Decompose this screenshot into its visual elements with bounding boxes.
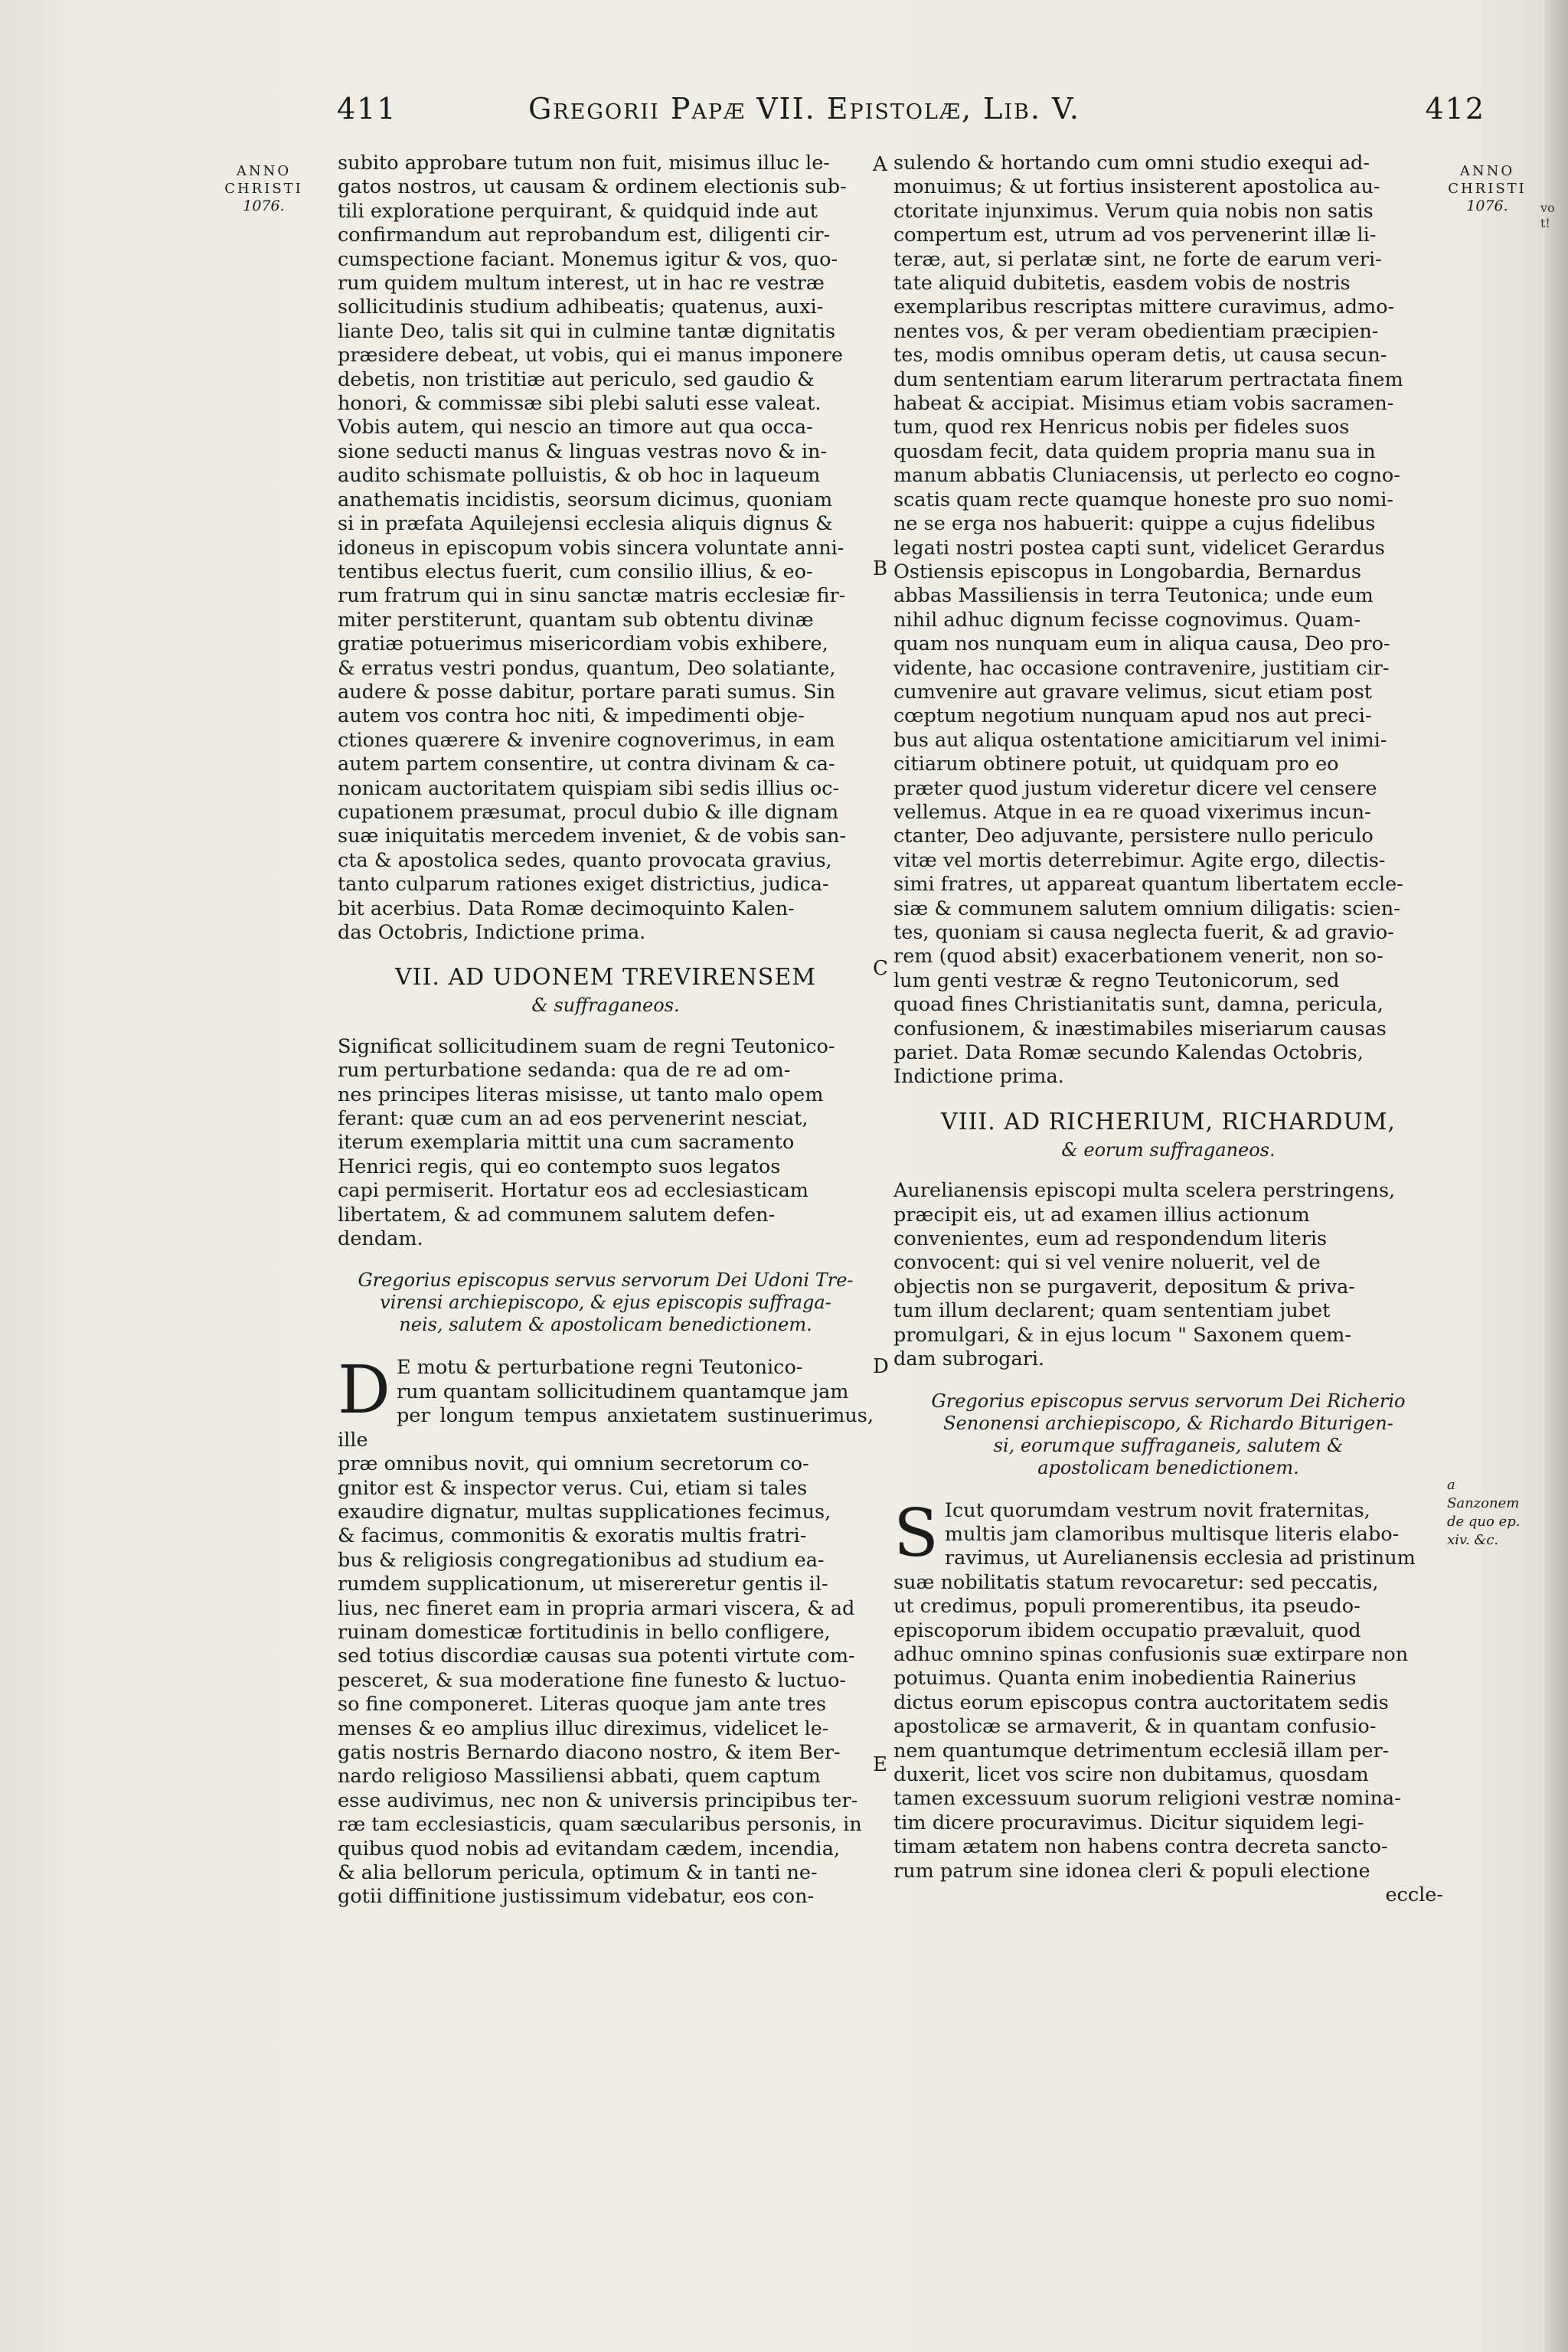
running-title: Gregorii Papæ VII. Epistolæ, Lib. V. — [528, 92, 1080, 126]
text-line: exemplaribus rescriptas mittere curavimus, admo- — [893, 296, 1395, 319]
book-spine — [1545, 0, 1568, 2352]
letter-heading-vii: VII. AD UDONEM TREVIRENSEM — [395, 964, 816, 991]
text-line: Indictione prima. — [893, 1065, 1064, 1089]
text-line: Vobis autem, qui nescio an timore aut qua occa- — [338, 416, 813, 439]
summary-line: promulgari, & in ejus locum " Saxonem quem- — [893, 1323, 1351, 1347]
text-line: dum sententiam earum literarum pertractata finem — [893, 368, 1403, 391]
anno-christi-left — [216, 162, 312, 215]
text-line: monuimus; & ut fortius insisterent apostolica au- — [893, 175, 1380, 199]
text-line: vellemus. Atque in ea re quoad vixerimus incun- — [893, 800, 1371, 824]
edge-fragment: vo t! — [1540, 201, 1555, 230]
text-line: abbas Massiliensis in terra Teutonica; unde eum — [893, 584, 1374, 608]
text-line: gatos nostros, ut causam & ordinem electionis sub- — [338, 175, 847, 199]
text-line: bus & religiosis congregationibus ad studium ea- — [338, 1548, 825, 1572]
text-line: ctoritate injunximus. Verum quia nobis non satis — [893, 199, 1374, 223]
right-intro — [893, 152, 1443, 1089]
summary-line: ferant: quæ cum an ad eos pervenerint nesciat, — [338, 1107, 808, 1131]
text-line: compertum est, utrum ad vos pervenerint illæ li- — [893, 224, 1377, 247]
text-line: siæ & communem salutem omnium diligatis: scien- — [893, 897, 1400, 920]
text-line: so fine componeret. Literas quoque jam ante tres — [338, 1693, 827, 1717]
letter-summary-vii — [338, 1035, 874, 1252]
salutation-line: virensi archiepiscopo, & ejus episcopis suffraga- — [380, 1292, 831, 1314]
anno-year: 1076. — [243, 198, 285, 214]
text-line: anathematis incidistis, seorsum dicimus, quoniam — [338, 488, 833, 511]
text-line: audito schismate polluistis, & ob hoc in laqueum — [338, 464, 821, 488]
text-line: rum quidem multum interest, ut in hac re vestræ — [338, 272, 825, 296]
text-line: sed totius discordiæ causas sua potenti virtute com- — [338, 1645, 855, 1668]
text-line: gatis nostris Bernardo diacono nostro, & item Ber- — [338, 1740, 841, 1764]
text-line: cta & apostolica sedes, quanto provocata gravius, — [338, 848, 832, 872]
left-column — [338, 152, 874, 1909]
text-line: bit acerbius. Data Romæ decimoquinto Kalen- — [338, 897, 795, 920]
text-line: lius, nec fineret eam in propria armari viscera, & ad — [338, 1596, 855, 1620]
text-line: audere & posse dabitur, portare parati sumus. Sin — [338, 680, 836, 704]
salutation-line: neis, salutem & apostolicam benedictionem. — [399, 1314, 812, 1336]
text-line: tes, quoniam si causa neglecta fuerit, & ad gravio- — [893, 921, 1394, 944]
text-line: rumdem supplicationum, ut misereretur gentis il- — [338, 1573, 828, 1596]
text-line: præter quod justum videretur dicere vel censere — [893, 776, 1377, 800]
letter-body-vii — [338, 1352, 874, 1909]
text-line: pariet. Data Romæ secundo Kalendas Octobris, — [893, 1041, 1364, 1065]
text-line: sollicitudinis studium adhibeatis; quatenus, auxi- — [338, 296, 824, 319]
text-line: quoad fines Christianitatis sunt, damna, pericula, — [893, 993, 1383, 1017]
text-line: nihil adhuc dignum fecisse cognovimus. Quam- — [893, 608, 1361, 632]
text-line: gnitor est & inspector verus. Cui, etiam si tales — [338, 1476, 808, 1500]
summary-line: capi permiserit. Hortatur eos ad ecclesiasticam — [338, 1179, 808, 1203]
text-line: ne se erga nos habuerit: quippe a cujus fidelibus — [893, 512, 1376, 536]
text-line: tentibus electus fuerit, cum consilio illius, & eo- — [338, 560, 813, 583]
summary-line: libertatem, & ad communem salutem defen- — [338, 1203, 776, 1227]
left-intro — [338, 152, 874, 945]
text-line: tanto culparum rationes exiget districtius, judica- — [338, 873, 829, 897]
text-line: apostolicæ se armaverit, & in quantam confusio- — [893, 1715, 1377, 1739]
text-line: duxerit, licet vos scire non dubitamus, quosdam — [893, 1762, 1369, 1786]
text-line: Icut quorumdam vestrum novit fraternitas, — [944, 1498, 1370, 1522]
text-line: vidente, hac occasione contravenire, justitiam cir- — [893, 656, 1390, 680]
text-line: citiarum obtinere potuit, ut quidquam pro eo — [893, 753, 1339, 776]
text-line: & alia bellorum pericula, optimum & in tanti ne- — [338, 1861, 818, 1884]
salutation-viii — [893, 1390, 1443, 1479]
text-line: menses & eo amplius illuc direximus, videlicet le- — [338, 1717, 829, 1740]
text-line: idoneus in episcopum vobis sincera voluntate anni- — [338, 536, 844, 560]
text-line: rum patrum sine idonea cleri & populi electione — [893, 1859, 1370, 1883]
salutation-line: Senonensi archiepiscopo, & Richardo Biturigen- — [943, 1412, 1393, 1434]
text-line: confusionem, & inæstimabiles miseriarum causas — [893, 1017, 1387, 1040]
text-line: nardo religioso Massiliensi abbati, quem captum — [338, 1765, 821, 1788]
summary-line: convocent: qui si vel venire noluerit, vel de — [893, 1251, 1321, 1275]
text-line: gratiæ potuerimus misericordiam vobis exhibere, — [338, 632, 828, 656]
text-line: rum quantam sollicitudinem quantamque jam — [396, 1380, 849, 1403]
text-line: & erratus vestri pondus, quantum, Deo solatiante, — [338, 656, 836, 680]
text-line: multis jam clamoribus multisque literis elabo- — [944, 1522, 1400, 1546]
text-line: suæ iniquitatis mercedem inveniet, & de vobis san- — [338, 825, 847, 848]
summary-line: objectis non se purgaverit, depositum & priva- — [893, 1275, 1355, 1298]
text-line: sulendo & hortando cum omni studio exequi ad- — [893, 152, 1370, 175]
text-line: tum, quod rex Henricus nobis per fideles suos — [893, 416, 1350, 439]
text-line: timam ætatem non habens contra decreta sancto- — [893, 1835, 1388, 1859]
text-line: simi fratres, ut appareat quantum libertatem eccle- — [893, 873, 1403, 897]
text-line: ctanter, Deo adjuvante, persistere nullo periculo — [893, 825, 1374, 848]
text-line: legati nostri postea capti sunt, videlicet Gerardus — [893, 536, 1385, 560]
section-marker-c: C — [873, 957, 888, 980]
page-number-right: 412 — [1425, 92, 1485, 126]
text-line: autem partem consentire, ut contra divinam & ca- — [338, 753, 835, 776]
text-line: autem vos contra hoc niti, & impedimenti obje- — [338, 704, 805, 728]
catchword: eccle- — [1385, 1883, 1443, 1906]
summary-line: dam subrogari. — [893, 1348, 1045, 1371]
anno-label: ANNO — [236, 163, 292, 179]
text-line: cumspectione faciant. Monemus igitur & vos, quo- — [338, 247, 838, 271]
text-line: episcoporum ibidem occupatio prævaluit, quod — [893, 1619, 1361, 1642]
text-line: manum abbatis Cluniacensis, ut perlecto eo cogno- — [893, 464, 1400, 488]
right-column — [893, 152, 1443, 1907]
text-line: ræ tam ecclesiasticis, quam sæcularibus personis, in — [338, 1813, 862, 1837]
margin-note-line: xiv. &c. — [1447, 1532, 1499, 1548]
text-line: si in præfata Aquilejensi ecclesia aliquis dignus & — [338, 512, 833, 536]
text-line: quam nos nunquam eum in aliqua causa, Deo pro- — [893, 632, 1390, 656]
christi-label: CHRISTI — [224, 181, 303, 197]
text-line: exaudire dignatur, multas supplicationes fecimus, — [338, 1500, 831, 1524]
section-marker-d: D — [873, 1355, 889, 1378]
letter-body-viii — [893, 1494, 1443, 1884]
text-line: rum fratrum qui in sinu sanctæ matris ecclesiæ fir- — [338, 584, 846, 608]
text-line: ruinam domesticæ fortitudinis in bello confligere, — [338, 1620, 831, 1644]
text-line: cumvenire aut gravare velimus, sicut etiam post — [893, 680, 1373, 704]
text-line: miter perstiterunt, quantam sub obtentu divinæ — [338, 608, 814, 632]
text-line: tes, modis omnibus operam detis, ut causa secun- — [893, 344, 1387, 368]
margin-note-line: de quo ep. — [1447, 1514, 1521, 1530]
text-line: Ostiensis episcopus in Longobardia, Bernardus — [893, 560, 1361, 583]
summary-line: rum perturbatione sedanda: qua de re ad om- — [338, 1059, 791, 1083]
running-header — [337, 92, 1485, 145]
section-marker-b: B — [873, 557, 888, 580]
letter-subheading-vii: & suffraganeos. — [531, 995, 680, 1017]
salutation-line: si, eorumque suffraganeis, salutem & — [993, 1434, 1344, 1456]
text-line: bus aut aliqua ostentatione amicitiarum vel inimi- — [893, 728, 1387, 752]
text-line: vitæ vel mortis deterrebimur. Agite ergo, dilectis- — [893, 848, 1386, 872]
summary-line: præcipit eis, ut ad examen illius actionum — [893, 1203, 1310, 1227]
text-line: quibus quod nobis ad evitandam cædem, incendia, — [338, 1837, 841, 1860]
text-line: nem quantumque detrimentum ecclesiã illam per- — [893, 1739, 1390, 1762]
letter-heading-viii: VIII. AD RICHERIUM, RICHARDUM, — [941, 1108, 1396, 1135]
anno-christi-right — [1439, 162, 1535, 215]
summary-line: Significat sollicitudinem suam de regni Teutonico- — [338, 1034, 835, 1058]
salutation-line: apostolicam benedictionem. — [1037, 1456, 1299, 1478]
text-line: tili exploratione perquirant, & quidquid inde aut — [338, 199, 818, 223]
text-line: nonicam auctoritatem quispiam sibi sedis illius oc- — [338, 776, 840, 800]
text-line: rem (quod absit) exacerbationem venerit, non so- — [893, 945, 1383, 969]
text-line: tim dicere procuravimus. Dicitur siquidem legi- — [893, 1811, 1364, 1834]
text-line: subito approbare tutum non fuit, misimus illuc le- — [338, 152, 830, 175]
text-line: cupationem præsumat, procul dubio & ille dignam — [338, 800, 839, 824]
anno-label: ANNO — [1459, 163, 1515, 179]
text-line: tamen excessuum suorum religioni vestræ nomina- — [893, 1787, 1401, 1811]
text-line: liante Deo, talis sit qui in culmine tantæ dignitatis — [338, 319, 836, 343]
section-marker-a: A — [873, 153, 887, 176]
text-line: ravimus, ut Aurelianensis ecclesia ad pristinum — [944, 1547, 1416, 1570]
text-line: cœptum negotium nunquam apud nos aut preci- — [893, 704, 1372, 728]
text-line: quosdam fecit, data quidem propria manu sua in — [893, 439, 1376, 463]
dropcap-d: D — [338, 1352, 390, 1429]
text-line: per longum tempus anxietatem sustinuerimus, ille — [338, 1404, 874, 1452]
page-number-left: 411 — [337, 92, 397, 126]
salutation-line: Gregorius episcopus servus servorum Dei Richerio — [931, 1390, 1406, 1412]
text-line: adhuc omnino spinas confusionis suæ extirpare non — [893, 1642, 1409, 1666]
dropcap-s: S — [893, 1494, 939, 1572]
salutation-vii — [338, 1269, 874, 1336]
text-line: honori, & commissæ sibi plebi saluti esse valeat. — [338, 392, 822, 416]
summary-line: Henrici regis, qui eo contempto suos legatos — [338, 1155, 781, 1178]
text-line: lum genti vestræ & regno Teutonicorum, sed — [893, 969, 1340, 992]
text-line: gotii diffinitione justissimum videbatur, eos con- — [338, 1885, 815, 1909]
letter-subheading-viii: & eorum suffraganeos. — [1061, 1138, 1276, 1161]
text-line: debetis, non tristitiæ aut periculo, sed gaudio & — [338, 368, 815, 391]
summary-line: nes principes literas misisse, ut tanto malo opem — [338, 1083, 824, 1106]
text-line: præsidere debeat, ut vobis, qui ei manus imponere — [338, 344, 843, 368]
text-line: potuimus. Quanta enim inobedientia Rainerius — [893, 1667, 1357, 1690]
christi-label: CHRISTI — [1448, 181, 1527, 197]
text-line: E motu & perturbatione regni Teutonico- — [396, 1356, 803, 1380]
text-line: ctiones quærere & invenire cognoverimus, in eam — [338, 728, 835, 752]
text-line: sione seducti manus & linguas vestras novo & in- — [338, 439, 828, 463]
text-line: nentes vos, & per veram obedientiam præcipien- — [893, 319, 1379, 343]
section-marker-e: E — [873, 1753, 887, 1776]
margin-note — [1447, 1476, 1531, 1550]
text-line: pesceret, & sua moderatione fine funesto & luctuo- — [338, 1668, 847, 1692]
text-line: suæ nobilitatis statum revocaretur: sed peccatis, — [893, 1570, 1379, 1594]
text-line: dictus eorum episcopus contra auctoritatem sedis — [893, 1690, 1389, 1714]
letter-summary-viii — [893, 1179, 1443, 1371]
summary-line: convenientes, eum ad respondendum literis — [893, 1227, 1328, 1251]
summary-line: tum illum declarent; quam sententiam jubet — [893, 1299, 1331, 1323]
text-line: & facimus, commonitis & exoratis multis fratri- — [338, 1524, 807, 1548]
text-line: ut credimus, populi promerentibus, ita pseudo- — [893, 1595, 1361, 1619]
anno-year: 1076. — [1466, 198, 1508, 214]
text-line: confirmandum aut reprobandum est, diligenti cir- — [338, 224, 831, 247]
summary-line: iterum exemplaria mittit una cum sacramento — [338, 1131, 795, 1155]
text-line: præ omnibus novit, qui omnium secretorum co- — [338, 1452, 809, 1476]
text-line: scatis quam recte quamque honeste pro suo nomi- — [893, 488, 1393, 511]
text-line: tate aliquid dubitetis, easdem vobis de nostris — [893, 272, 1351, 296]
text-line: teræ, aut, si perlatæ sint, ne forte de earum veri- — [893, 247, 1382, 271]
margin-note-line: a Sanzonem — [1447, 1477, 1520, 1511]
summary-line: dendam. — [338, 1227, 423, 1251]
salutation-line: Gregorius episcopus servus servorum Dei Udoni Tre- — [358, 1269, 854, 1292]
summary-line: Aurelianensis episcopi multa scelera perstringens, — [893, 1179, 1396, 1203]
text-line: esse audivimus, nec non & universis principibus ter- — [338, 1788, 858, 1812]
text-line: das Octobris, Indictione prima. — [338, 921, 646, 944]
text-line: habeat & accipiat. Misimus etiam vobis sacramen- — [893, 392, 1394, 416]
